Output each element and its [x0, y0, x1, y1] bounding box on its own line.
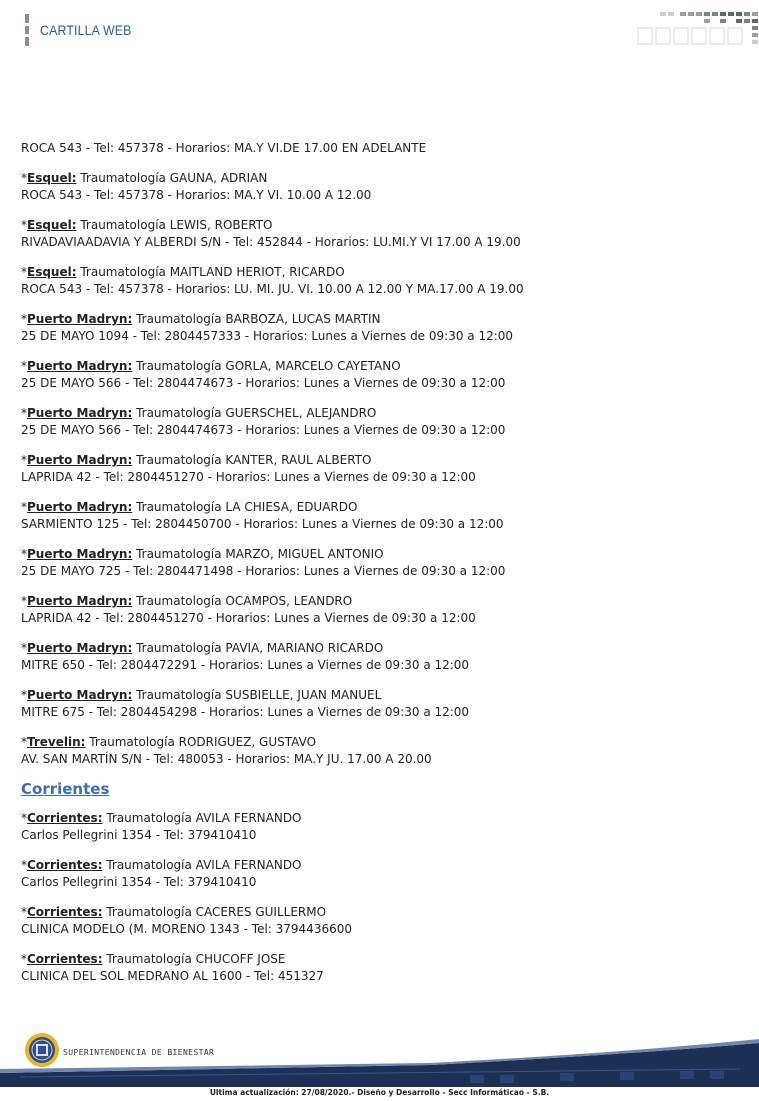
star-marker: * [21, 735, 27, 749]
entry-description: Traumatología CHUCOFF JOSE [102, 952, 286, 966]
list-item [21, 405, 741, 439]
entry-detail: Carlos Pellegrini 1354 - Tel: 379410410 [21, 828, 257, 842]
list-item [21, 593, 741, 627]
star-marker: * [21, 312, 27, 326]
entry-detail: 25 DE MAYO 725 - Tel: 2804471498 - Horarios: Lunes a Viernes de 09:30 a 12:00 [21, 564, 506, 578]
list-item [21, 217, 741, 251]
location-link[interactable]: Corrientes: [27, 952, 103, 966]
star-marker: * [21, 500, 27, 514]
entry-description: Traumatología AVILA FERNANDO [102, 858, 302, 872]
entry-description: Traumatología MAITLAND HERIOT, RICARDO [76, 265, 345, 279]
page-title: CARTILLA WEB [40, 22, 132, 38]
location-link[interactable]: Puerto Madryn: [27, 453, 133, 467]
entry-detail: RIVADAVIAADAVIA Y ALBERDI S/N - Tel: 452844 - Horarios: LU.MI.Y VI 17.00 A 19.00 [21, 235, 521, 249]
entry-detail: LAPRIDA 42 - Tel: 2804451270 - Horarios: Lunes a Viernes de 09:30 a 12:00 [21, 611, 476, 625]
star-marker: * [21, 688, 27, 702]
list-item [21, 264, 741, 298]
last-update-note: Ultima actualización: 27/08/2020.- Diseño y Desarrollo - Secc Informáticao - S.B. [209, 1088, 550, 1097]
location-link[interactable]: Puerto Madryn: [27, 594, 133, 608]
location-link[interactable]: Corrientes: [27, 811, 103, 825]
entry-description: Traumatología SUSBIELLE, JUAN MANUEL [132, 688, 382, 702]
entry-description: Traumatología KANTER, RAUL ALBERTO [132, 453, 372, 467]
provider-list [21, 140, 741, 998]
star-marker: * [21, 453, 27, 467]
entry-detail: ROCA 543 - Tel: 457378 - Horarios: LU. MI. JU. VI. 10.00 A 12.00 Y MA.17.00 A 19.00 [21, 282, 524, 296]
entry-detail: 25 DE MAYO 566 - Tel: 2804474673 - Horarios: Lunes a Viernes de 09:30 a 12:00 [21, 423, 506, 437]
location-link[interactable]: Esquel: [27, 265, 77, 279]
list-item [21, 140, 741, 157]
list-item [21, 734, 741, 768]
location-link[interactable]: Puerto Madryn: [27, 641, 133, 655]
page-header [0, 0, 759, 60]
location-link[interactable]: Trevelin: [27, 735, 86, 749]
location-link[interactable]: Esquel: [27, 218, 77, 232]
entry-detail: LAPRIDA 42 - Tel: 2804451270 - Horarios: Lunes a Viernes de 09:30 a 12:00 [21, 470, 476, 484]
entry-detail: MITRE 650 - Tel: 2804472291 - Horarios: Lunes a Viernes de 09:30 a 12:00 [21, 658, 470, 672]
list-item [21, 358, 741, 392]
entry-description: Traumatología PAVIA, MARIANO RICARDO [132, 641, 384, 655]
entry-detail: SARMIENTO 125 - Tel: 2804450700 - Horarios: Lunes a Viernes de 09:30 a 12:00 [21, 517, 504, 531]
entry-detail: 25 DE MAYO 1094 - Tel: 2804457333 - Horarios: Lunes a Viernes de 09:30 a 12:00 [21, 329, 514, 343]
list-item [21, 951, 741, 985]
location-link[interactable]: Puerto Madryn: [27, 688, 133, 702]
star-marker: * [21, 858, 27, 872]
location-link[interactable]: Puerto Madryn: [27, 547, 133, 561]
list-item [21, 810, 741, 844]
entry-detail: ROCA 543 - Tel: 457378 - Horarios: MA.Y VI. 10.00 A 12.00 [21, 188, 372, 202]
entry-detail: CLINICA MODELO (M. MORENO 1343 - Tel: 3794436600 [21, 922, 352, 936]
entry-detail: MITRE 675 - Tel: 2804454298 - Horarios: Lunes a Viernes de 09:30 a 12:00 [21, 705, 470, 719]
star-marker: * [21, 171, 27, 185]
star-marker: * [21, 406, 27, 420]
section-heading[interactable]: Corrientes [21, 780, 110, 798]
star-marker: * [21, 641, 27, 655]
organization-name: SUPERINTENDENCIA DE BIENESTAR [63, 1048, 215, 1057]
list-item [21, 546, 741, 580]
entry-detail: ROCA 543 - Tel: 457378 - Horarios: MA.Y VI.DE 17.00 EN ADELANTE [21, 141, 427, 155]
entry-detail: AV. SAN MARTÍN S/N - Tel: 480053 - Horarios: MA.Y JU. 17.00 A 20.00 [21, 752, 432, 766]
entry-description: Traumatología GUERSCHEL, ALEJANDRO [132, 406, 377, 420]
list-item [21, 857, 741, 891]
location-link[interactable]: Corrientes: [27, 905, 103, 919]
header-decoration-icon [632, 10, 759, 50]
location-link[interactable]: Puerto Madryn: [27, 406, 133, 420]
entry-description: Traumatología BARBOZA, LUCAS MARTIN [132, 312, 381, 326]
entry-description: Traumatología LEWIS, ROBERTO [76, 218, 273, 232]
star-marker: * [21, 265, 27, 279]
list-item [21, 311, 741, 345]
star-marker: * [21, 594, 27, 608]
entry-description: Traumatología GORLA, MARCELO CAYETANO [132, 359, 401, 373]
list-item [21, 452, 741, 486]
entry-detail: Carlos Pellegrini 1354 - Tel: 379410410 [21, 875, 257, 889]
entry-description: Traumatología MARZO, MIGUEL ANTONIO [132, 547, 384, 561]
header-bar-icon [25, 14, 29, 46]
star-marker: * [21, 952, 27, 966]
star-marker: * [21, 547, 27, 561]
location-link[interactable]: Esquel: [27, 171, 77, 185]
entry-description: Traumatología GAUNA, ADRIAN [76, 171, 268, 185]
entry-description: Traumatología OCAMPOS, LEANDRO [132, 594, 353, 608]
star-marker: * [21, 905, 27, 919]
page-footer [0, 1025, 759, 1101]
entry-detail: 25 DE MAYO 566 - Tel: 2804474673 - Horarios: Lunes a Viernes de 09:30 a 12:00 [21, 376, 506, 390]
entry-description: Traumatología CACERES GUILLERMO [102, 905, 327, 919]
list-item [21, 640, 741, 674]
list-item [21, 499, 741, 533]
entry-description: Traumatología RODRIGUEZ, GUSTAVO [85, 735, 317, 749]
location-link[interactable]: Puerto Madryn: [27, 500, 133, 514]
list-item [21, 904, 741, 938]
entry-description: Traumatología LA CHIESA, EDUARDO [132, 500, 358, 514]
star-marker: * [21, 218, 27, 232]
star-marker: * [21, 811, 27, 825]
list-item [21, 687, 741, 721]
list-item [21, 170, 741, 204]
star-marker: * [21, 359, 27, 373]
location-link[interactable]: Puerto Madryn: [27, 359, 133, 373]
entry-description: Traumatología AVILA FERNANDO [102, 811, 302, 825]
seal-logo-icon [24, 1032, 60, 1068]
location-link[interactable]: Puerto Madryn: [27, 312, 133, 326]
location-link[interactable]: Corrientes: [27, 858, 103, 872]
entry-detail: CLINICA DEL SOL MEDRANO AL 1600 - Tel: 451327 [21, 969, 324, 983]
